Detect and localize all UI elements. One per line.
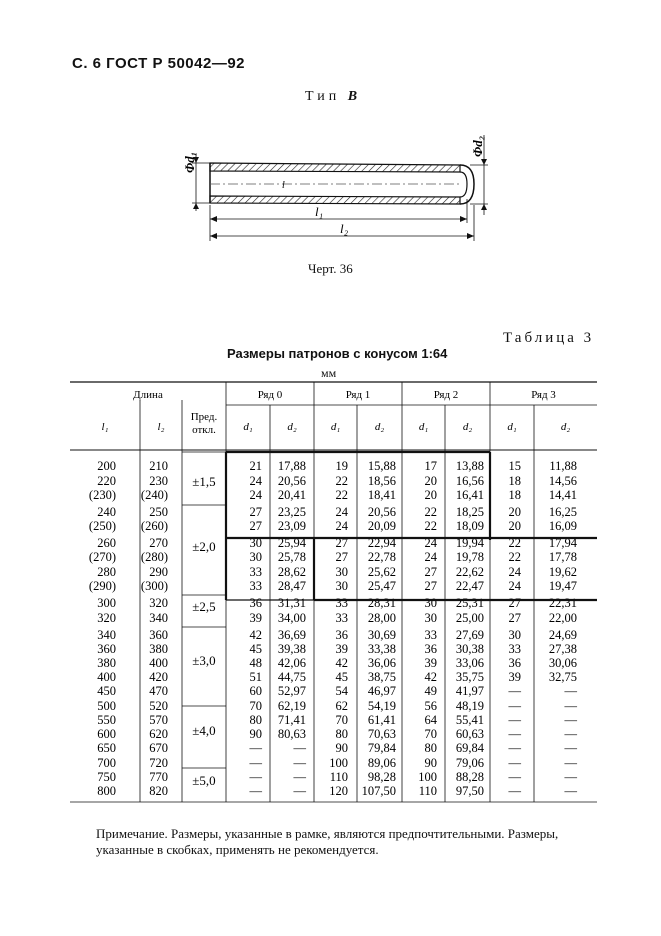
table-cell: 54,19 <box>367 699 396 713</box>
table-cell: — <box>249 756 262 770</box>
table-cell: 100 <box>329 756 348 770</box>
table-cell: 340 <box>97 628 116 642</box>
table-cell: 30,69 <box>367 628 396 642</box>
table-cell: 22 <box>508 536 521 550</box>
table-cell: 27,69 <box>455 628 484 642</box>
table-cell: — <box>564 713 577 727</box>
table-cell: 33 <box>424 628 437 642</box>
table-cell: 19,94 <box>455 536 484 550</box>
page-header: С. 6 ГОСТ Р 50042—92 <box>72 55 246 72</box>
table-cell: 28,47 <box>277 579 306 593</box>
table-cell: 17,88 <box>277 459 306 473</box>
table-cell: — <box>564 684 577 698</box>
table-cell: 33 <box>249 565 262 579</box>
table-cell: 360 <box>149 628 168 642</box>
table-cell: 30 <box>335 579 348 593</box>
table-cell: 56 <box>424 699 437 713</box>
table-cell: 55,41 <box>455 713 484 727</box>
table-cell: 13,88 <box>455 459 484 473</box>
table-cell: 120 <box>329 784 348 798</box>
table-cell: 800 <box>97 784 116 798</box>
table-cell: 27 <box>249 519 262 533</box>
table-cell: 39 <box>508 670 521 684</box>
table-cell: 24 <box>335 505 348 519</box>
table-cell: 20 <box>424 474 437 488</box>
table-cell: 27 <box>335 550 348 564</box>
table-cell: (260) <box>140 519 168 533</box>
table-cell: 18,41 <box>367 488 396 502</box>
table-cell: 550 <box>97 713 116 727</box>
table-cell: — <box>564 727 577 741</box>
subheader: d₂ <box>462 421 473 433</box>
table-cell: 24 <box>249 488 262 502</box>
table-cell: 41,97 <box>455 684 484 698</box>
label-l1: l₁ <box>315 204 324 219</box>
table-cell: (290) <box>88 579 116 593</box>
subheader: d₁ <box>243 421 253 433</box>
table-cell: 16,09 <box>548 519 577 533</box>
table-cell: — <box>564 770 577 784</box>
table-cell: 36 <box>335 628 348 642</box>
subheader: l₂ <box>157 421 165 433</box>
table-cell: 60,63 <box>455 727 484 741</box>
table-cell: 20 <box>508 519 521 533</box>
table-cell: 36 <box>249 596 262 610</box>
table-cell: 20,41 <box>277 488 306 502</box>
table-cell: 98,28 <box>367 770 396 784</box>
table-cell: 380 <box>149 642 168 656</box>
table-cell: 700 <box>97 756 116 770</box>
subheader: d₁ <box>418 421 429 433</box>
table-cell: 620 <box>149 727 168 741</box>
table-cell: 670 <box>149 741 168 755</box>
table-cell: 36,69 <box>277 628 306 642</box>
table-cell: — <box>508 741 521 755</box>
table-cell: 22,78 <box>367 550 396 564</box>
table-cell: 69,84 <box>455 741 484 755</box>
table-cell: 200 <box>97 459 116 473</box>
table-cell: 39 <box>249 611 262 625</box>
table-cell: 30 <box>249 550 262 564</box>
table-cell: 230 <box>149 474 168 488</box>
table-cell: 33 <box>508 642 521 656</box>
table-cell: 46,97 <box>367 684 396 698</box>
group-header: Ряд 2 <box>433 389 459 401</box>
table-cell: 30 <box>335 565 348 579</box>
table-cell: 18,25 <box>455 505 484 519</box>
table-cell: 42 <box>249 628 262 642</box>
table-cell: 25,78 <box>277 550 306 564</box>
table-cell: — <box>249 784 262 798</box>
table-cell: — <box>508 699 521 713</box>
table-cell: 11,88 <box>549 459 577 473</box>
table-cell: 20,09 <box>367 519 396 533</box>
table-cell: 88,28 <box>455 770 484 784</box>
table-cell: 27 <box>508 596 521 610</box>
subheader-tolerance: откл. <box>192 424 216 436</box>
table-cell: 500 <box>97 699 116 713</box>
table-cell: 28,00 <box>367 611 396 625</box>
table-cell: 48 <box>249 656 262 670</box>
table-cell: 770 <box>149 770 168 784</box>
table-cell: 110 <box>329 770 348 784</box>
table-cell: 28,31 <box>367 596 396 610</box>
table-cell: 22,00 <box>548 611 577 625</box>
table-cell: 80 <box>424 741 437 755</box>
table-cell: 27,38 <box>548 642 577 656</box>
subheader: d₁ <box>330 421 341 433</box>
table-cell: 70 <box>424 727 437 741</box>
tolerance-value: ±2,5 <box>192 599 216 614</box>
table-cell: 22,62 <box>455 565 484 579</box>
table-cell: 22 <box>424 505 437 519</box>
table-cell: 22 <box>335 474 348 488</box>
unit-label: мм <box>321 366 337 380</box>
label-d2: Φd₂ <box>470 135 485 157</box>
table-cell: 70 <box>249 699 262 713</box>
table-cell: 22 <box>335 488 348 502</box>
table-cell: 60 <box>249 684 262 698</box>
table-cell: 44,75 <box>277 670 306 684</box>
table-cell: (300) <box>140 579 168 593</box>
table-cell: 33,06 <box>455 656 484 670</box>
label-d1: Φd₁ <box>182 151 197 173</box>
table-cell: 34,00 <box>277 611 306 625</box>
table-cell: 36 <box>424 642 437 656</box>
subheader: d₂ <box>287 421 297 433</box>
table-cell: 25,31 <box>455 596 484 610</box>
table-cell: 33 <box>249 579 262 593</box>
table-cell: 30 <box>424 596 437 610</box>
table-cell: — <box>293 756 306 770</box>
table-cell: 750 <box>97 770 116 784</box>
table-cell: 22,94 <box>367 536 396 550</box>
table-cell: (230) <box>88 488 116 502</box>
table-cell: 17,78 <box>548 550 577 564</box>
figure-caption: Черт. 36 <box>308 261 353 276</box>
table-cell: 15 <box>508 459 521 473</box>
table-cell: — <box>293 784 306 798</box>
table-cell: 38,75 <box>367 670 396 684</box>
table-cell: 39 <box>335 642 348 656</box>
table-cell: — <box>249 770 262 784</box>
table-cell: 240 <box>97 505 116 519</box>
table-cell: 22,31 <box>548 596 577 610</box>
tolerance-value: ±2,0 <box>192 539 216 554</box>
tolerance-value: ±4,0 <box>192 723 216 738</box>
table-cell: 290 <box>149 565 168 579</box>
table-cell: 18,56 <box>367 474 396 488</box>
table-cell: — <box>249 741 262 755</box>
table-cell: 650 <box>97 741 116 755</box>
table-cell: 49 <box>424 684 437 698</box>
group-header: Длина <box>133 389 163 401</box>
table-cell: — <box>508 784 521 798</box>
table-cell: 30,06 <box>548 656 577 670</box>
table-cell: 52,97 <box>277 684 306 698</box>
table-cell: 570 <box>149 713 168 727</box>
table-cell: 22 <box>508 550 521 564</box>
table-cell: 23,25 <box>277 505 306 519</box>
table-cell: 27 <box>249 505 262 519</box>
table-cell: 70,63 <box>367 727 396 741</box>
table-cell: 33,38 <box>367 642 396 656</box>
table-cell: 220 <box>97 474 116 488</box>
table-cell: 80 <box>335 727 348 741</box>
subheader: d₂ <box>374 421 385 433</box>
table-cell: 250 <box>149 505 168 519</box>
table-cell: 19 <box>335 459 348 473</box>
table-cell: 64 <box>424 713 437 727</box>
table-cell: (240) <box>140 488 168 502</box>
table-cell: 260 <box>97 536 116 550</box>
table-cell: 19,62 <box>548 565 577 579</box>
table-cell: 61,41 <box>367 713 396 727</box>
tolerance-value: ±3,0 <box>192 653 216 668</box>
table-cell: 720 <box>149 756 168 770</box>
table-cell: — <box>508 770 521 784</box>
table-cell: 30 <box>508 628 521 642</box>
table-cell: 520 <box>149 699 168 713</box>
table-cell: 25,94 <box>277 536 306 550</box>
table-cell: 22 <box>424 519 437 533</box>
table-cell: — <box>564 741 577 755</box>
table-cell: 45 <box>249 642 262 656</box>
table-cell: 16,56 <box>455 474 484 488</box>
table-cell: 21 <box>249 459 262 473</box>
table-cell: 18 <box>508 488 521 502</box>
table-cell: 100 <box>418 770 437 784</box>
type-label-prefix: Тип <box>305 89 341 104</box>
type-label-letter: В <box>347 89 358 104</box>
table-cell: 24 <box>508 579 521 593</box>
table-cell: 42 <box>335 656 348 670</box>
group-header: Ряд 1 <box>345 389 371 401</box>
table-cell: 62 <box>335 699 348 713</box>
table-cell: 90 <box>335 741 348 755</box>
table-cell: 30 <box>249 536 262 550</box>
table-cell: 45 <box>335 670 348 684</box>
subheader: d₁ <box>507 421 517 433</box>
table-cell: 24 <box>424 550 437 564</box>
table-cell: 42,06 <box>277 656 306 670</box>
table-cell: 71,41 <box>277 713 306 727</box>
table-cell: 70 <box>335 713 348 727</box>
subheader: d₂ <box>560 421 571 433</box>
table-cell: — <box>508 756 521 770</box>
table-cell: 340 <box>149 611 168 625</box>
table-cell: 600 <box>97 727 116 741</box>
table-cell: 19,78 <box>455 550 484 564</box>
table-cell: 79,06 <box>455 756 484 770</box>
table-cell: 18,09 <box>455 519 484 533</box>
table-cell: 420 <box>149 670 168 684</box>
table-note: Примечание. Размеры, указанные в рамке, являются предпочтительными. Размеры, указанные в скобках, применять не рекомендуется. <box>96 826 559 857</box>
label-l2: l₂ <box>340 221 349 236</box>
table-cell: 39,38 <box>277 642 306 656</box>
table-cell: 42 <box>424 670 437 684</box>
table-cell: 25,00 <box>455 611 484 625</box>
table-cell: 27 <box>424 565 437 579</box>
table-cell: 110 <box>418 784 437 798</box>
table-cell: 19,47 <box>548 579 577 593</box>
table-cell: 24 <box>508 565 521 579</box>
table-cell: 17 <box>424 459 437 473</box>
table-cell: — <box>508 727 521 741</box>
table-cell: 18 <box>508 474 521 488</box>
table-cell: 20,56 <box>367 505 396 519</box>
table-cell: 820 <box>149 784 168 798</box>
table-cell: 25,47 <box>367 579 396 593</box>
table-cell: 23,09 <box>277 519 306 533</box>
table-cell: 90 <box>424 756 437 770</box>
table-cell: 280 <box>97 565 116 579</box>
svg-text:l: l <box>282 180 285 191</box>
table-cell: 32,75 <box>548 670 577 684</box>
table-cell: — <box>508 713 521 727</box>
table-cell: 27 <box>335 536 348 550</box>
table-cell: 320 <box>97 611 116 625</box>
table-cell: 25,62 <box>367 565 396 579</box>
table-cell: — <box>564 784 577 798</box>
table-cell: — <box>508 684 521 698</box>
table-cell: 24 <box>249 474 262 488</box>
table-cell: 20,56 <box>277 474 306 488</box>
table-cell: 31,31 <box>277 596 306 610</box>
table-cell: 33 <box>335 611 348 625</box>
table-cell: 39 <box>424 656 437 670</box>
table-cell: 20 <box>508 505 521 519</box>
table-cell: 33 <box>335 596 348 610</box>
table-cell: 22,47 <box>455 579 484 593</box>
table-cell: 24,69 <box>548 628 577 642</box>
tolerance-value: ±1,5 <box>192 474 216 489</box>
table-cell: 36 <box>508 656 521 670</box>
table-cell: (280) <box>140 550 168 564</box>
table-cell: 270 <box>149 536 168 550</box>
group-header: Ряд 3 <box>531 389 556 401</box>
table-cell: 107,50 <box>361 784 396 798</box>
table-cell: (250) <box>88 519 116 533</box>
table-cell: 360 <box>97 642 116 656</box>
table-cell: 28,62 <box>277 565 306 579</box>
table-cell: 97,50 <box>455 784 484 798</box>
table-cell: 210 <box>149 459 168 473</box>
table-cell: 35,75 <box>455 670 484 684</box>
table-cell: 16,25 <box>548 505 577 519</box>
table-cell: 27 <box>424 579 437 593</box>
table-cell: 30 <box>424 611 437 625</box>
table-cell: 320 <box>149 596 168 610</box>
table-cell: 400 <box>149 656 168 670</box>
table-cell: 400 <box>97 670 116 684</box>
table-cell: 27 <box>508 611 521 625</box>
table-cell: 17,94 <box>548 536 577 550</box>
table-cell: 24 <box>424 536 437 550</box>
table-cell: 15,88 <box>367 459 396 473</box>
table-cell: 300 <box>97 596 116 610</box>
table-cell: 62,19 <box>277 699 306 713</box>
table-cell: 89,06 <box>367 756 396 770</box>
table-cell: 90 <box>249 727 262 741</box>
subheader-tolerance: Пред. <box>190 411 218 423</box>
table-cell: 16,41 <box>455 488 484 502</box>
table-cell: 24 <box>335 519 348 533</box>
subheader: l₁ <box>101 421 109 433</box>
table-cell: — <box>293 770 306 784</box>
table-cell: 20 <box>424 488 437 502</box>
table-cell: 80,63 <box>277 727 306 741</box>
table-cell: (270) <box>88 550 116 564</box>
table-cell: 470 <box>149 684 168 698</box>
table-cell: 14,56 <box>548 474 577 488</box>
table-cell: — <box>293 741 306 755</box>
group-header: Ряд 0 <box>257 389 283 401</box>
table-cell: 450 <box>97 684 116 698</box>
table-title: Размеры патронов с конусом 1:64 <box>227 346 448 361</box>
tolerance-value: ±5,0 <box>192 773 216 788</box>
table-cell: 79,84 <box>367 741 396 755</box>
table-cell: 54 <box>335 684 348 698</box>
table-cell: — <box>564 699 577 713</box>
table-cell: 80 <box>249 713 262 727</box>
table-cell: 36,06 <box>367 656 396 670</box>
table-cell: 51 <box>249 670 262 684</box>
table-cell: 380 <box>97 656 116 670</box>
table-cell: 30,38 <box>455 642 484 656</box>
table-cell: 48,19 <box>455 699 484 713</box>
table-cell: 14,41 <box>548 488 577 502</box>
table-cell: — <box>564 756 577 770</box>
table-label: Таблица 3 <box>503 330 595 346</box>
